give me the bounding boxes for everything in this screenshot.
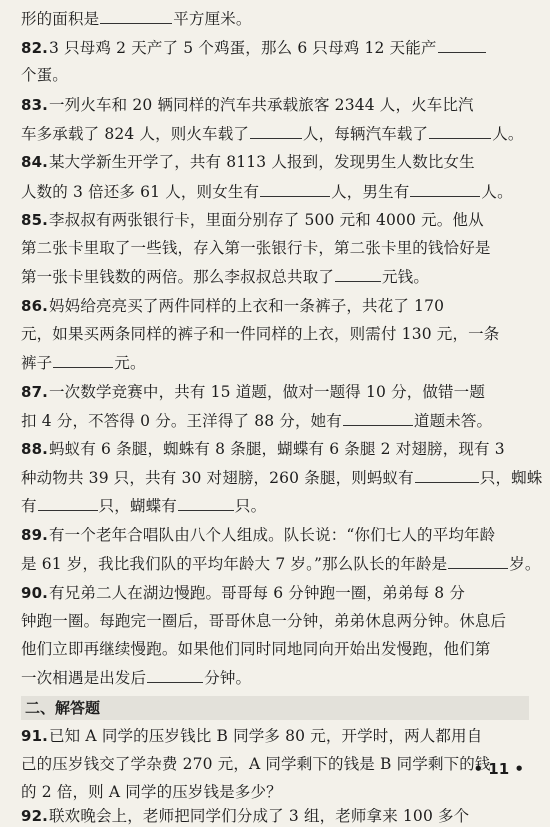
question-number: 83.	[21, 96, 49, 114]
text: 的 2 倍，则 A 同学的压岁钱是多少？	[21, 783, 282, 801]
text: 李叔叔有两张银行卡，里面分别存了 500 元和 4000 元。他从	[49, 211, 484, 229]
text: 种动物共 39 只，共有 30 对翅膀，260 条腿，则蚂蚁有	[21, 469, 414, 487]
question-82-line-2	[21, 65, 529, 85]
question-number: 88.	[21, 440, 49, 458]
text: 个蛋。	[21, 66, 68, 84]
answer-blank[interactable]	[343, 410, 413, 426]
answer-blank[interactable]	[147, 667, 203, 683]
question-92	[21, 806, 529, 826]
text: 一次相遇是出发后	[21, 669, 147, 687]
question-86	[21, 296, 529, 316]
question-87	[21, 382, 529, 402]
text: 一列火车和 20 辆同样的汽车共承载旅客 2344 人，火车比汽	[49, 96, 474, 114]
question-88	[21, 439, 529, 459]
answer-blank[interactable]	[415, 467, 479, 483]
question-85	[21, 210, 529, 230]
question-91-line-2	[21, 754, 529, 774]
question-86-line-2	[21, 324, 529, 344]
question-85-line-2	[21, 238, 529, 258]
answer-blank[interactable]	[410, 181, 480, 197]
text: 形的面积是	[21, 10, 100, 28]
answer-blank[interactable]	[38, 495, 98, 511]
question-88-line-2	[21, 467, 543, 488]
text: 联欢晚会上，老师把同学们分成了 3 组，老师拿来 100 多个	[49, 807, 470, 825]
text: 元，如果买两条同样的裤子和一件同样的上衣，则需付 130 元，一条	[21, 325, 500, 343]
text: 某大学新生开学了，共有 8113 人报到，发现男生人数比女生	[49, 153, 475, 171]
question-91-line-3	[21, 782, 529, 802]
question-number: 92.	[21, 807, 49, 825]
text: 人。	[492, 125, 524, 143]
text: 钟跑一圈。每跑完一圈后，哥哥休息一分钟，弟弟休息两分钟。休息后	[21, 612, 507, 630]
text: 岁。	[509, 555, 541, 573]
question-84-line-2	[21, 181, 529, 202]
text: 3 只母鸡 2 天产了 5 个鸡蛋，那么 6 只母鸡 12 天能产	[49, 39, 437, 57]
answer-blank[interactable]	[250, 123, 302, 139]
text: 人，每辆汽车载了	[303, 125, 429, 143]
text: 己的压岁钱交了学杂费 270 元，A 同学剩下的钱是 B 同学剩下的钱	[21, 755, 491, 773]
answer-blank[interactable]	[438, 37, 486, 53]
text: 已知 A 同学的压岁钱比 B 同学多 80 元，开学时，两人都用自	[49, 727, 483, 745]
text: 分钟。	[204, 669, 252, 687]
question-85-line-3	[21, 266, 529, 287]
question-90-line-3	[21, 639, 529, 659]
text: 裤子	[21, 354, 53, 372]
text: 他们立即再继续慢跑。如果他们同时同地同向开始出发慢跑，他们第	[21, 640, 491, 658]
text: 人数的 3 倍还多 61 人，则女生有	[21, 183, 260, 201]
text: 是 61 岁，我比我们队的平均年龄大 7 岁。”那么队长的年龄是	[21, 555, 448, 573]
question-number: 85.	[21, 211, 49, 229]
question-90-line-4	[21, 667, 529, 688]
text: 有	[21, 497, 37, 515]
text: 有兄弟二人在湖边慢跑。哥哥每 6 分钟跑一圈，弟弟每 8 分	[49, 584, 465, 602]
text: 平方厘米。	[173, 10, 252, 28]
text: 第一张卡里钱数的两倍。那么李叔叔总共取了	[21, 268, 335, 286]
page-number: • 11 •	[473, 760, 524, 778]
question-number: 90.	[21, 584, 49, 602]
answer-blank[interactable]	[178, 495, 234, 511]
question-82	[21, 37, 529, 58]
text: 人。	[481, 183, 513, 201]
question-89-line-2	[21, 553, 541, 574]
intro-line	[21, 8, 529, 29]
text: 扣 4 分，不答得 0 分。王洋得了 88 分，她有	[21, 412, 342, 430]
question-83-line-2	[21, 123, 529, 144]
question-91	[21, 726, 529, 746]
question-84	[21, 152, 529, 172]
answer-blank[interactable]	[429, 123, 491, 139]
question-89	[21, 525, 529, 545]
question-88-line-3	[21, 495, 529, 516]
section-header: 二、解答题	[21, 696, 529, 720]
question-90	[21, 583, 529, 603]
question-number: 84.	[21, 153, 49, 171]
answer-blank[interactable]	[335, 266, 381, 282]
question-90-line-2	[21, 611, 529, 631]
text: 车多承载了 824 人，则火车载了	[21, 125, 249, 143]
answer-blank[interactable]	[100, 8, 172, 24]
question-number: 87.	[21, 383, 49, 401]
text: 有一个老年合唱队由八个人组成。队长说：“你们七人的平均年龄	[49, 526, 496, 544]
question-83	[21, 95, 529, 115]
question-87-line-2	[21, 410, 529, 431]
question-number: 82.	[21, 39, 49, 57]
text: 只。	[234, 497, 267, 515]
text: 道题未答。	[413, 412, 493, 430]
question-number: 89.	[21, 526, 49, 544]
question-number: 86.	[21, 297, 49, 315]
answer-blank[interactable]	[448, 553, 508, 569]
answer-blank[interactable]	[260, 181, 330, 197]
text: 只，蝴蝶有	[98, 497, 177, 515]
answer-blank[interactable]	[53, 352, 113, 368]
text: 人，男生有	[331, 183, 410, 201]
text: 一次数学竞赛中，共有 15 道题，做对一题得 10 分，做错一题	[49, 383, 485, 401]
text: 蚂蚁有 6 条腿，蜘蛛有 8 条腿，蝴蝶有 6 条腿 2 对翅膀，现有 3	[49, 440, 505, 458]
text: 第二张卡里取了一些钱，存入第一张银行卡，第二张卡里的钱恰好是	[21, 239, 491, 257]
text: 只，蜘蛛	[479, 469, 543, 487]
question-86-line-3	[21, 352, 529, 373]
text: 元。	[114, 354, 146, 372]
question-number: 91.	[21, 727, 49, 745]
text: 妈妈给亮亮买了两件同样的上衣和一条裤子，共花了 170	[49, 297, 445, 315]
text: 元钱。	[382, 268, 429, 286]
